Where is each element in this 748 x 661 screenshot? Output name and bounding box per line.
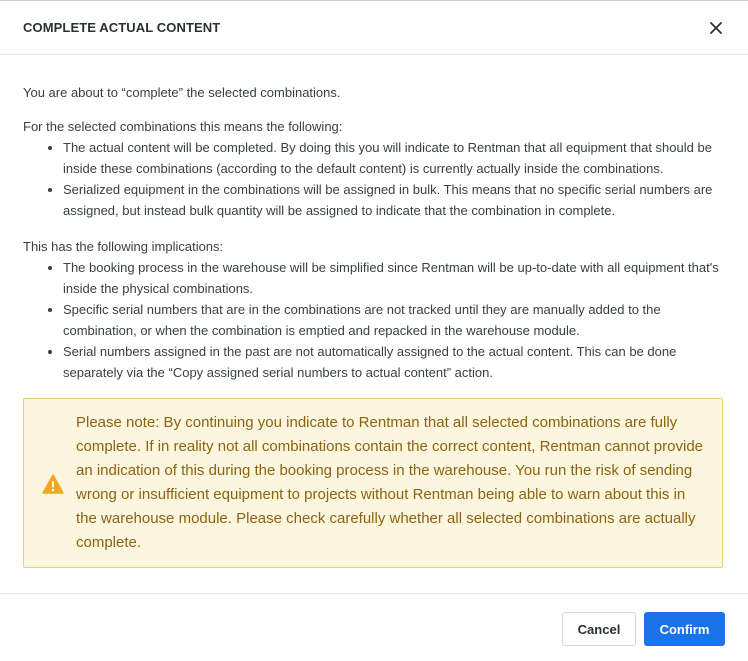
list-item: • The booking process in the warehouse will be simplified since Rentman will be up-to-date with all equipment that's inside the physical combinations.	[63, 257, 725, 299]
warning-icon	[42, 474, 64, 494]
close-icon	[710, 22, 722, 34]
means-heading: For the selected combinations this means the following:	[23, 119, 343, 134]
list-item: • Serialized equipment in the combinations will be assigned in bulk. This means that no specific serial numbers are assigned, but instead bulk quantity will be assigned to indicate that the combination in complete.	[63, 179, 725, 221]
warning-text: Please note: By continuing you indicate to Rentman that all selected combinations are fully complete. If in reality not all combinations contain the correct content, Rentman cannot provide an indication of this during the booking process in the warehouse. You run the risk of sending wrong or insufficient equipment to projects without Rentman being able to warn about this in the warehouse module. Please check carefully whether all selected combinations are actually complete.	[76, 414, 704, 551]
dialog-header	[0, 1, 748, 55]
dialog-title: COMPLETE ACTUAL CONTENT	[23, 20, 221, 35]
list-item: • The actual content will be completed. By doing this you will indicate to Rentman that all equipment that should be inside these combinations (according to the default content) is currently actually inside the combinations.	[63, 137, 725, 179]
complete-actual-content-dialog	[0, 1, 748, 660]
confirm-button[interactable]: Confirm	[644, 612, 725, 646]
implications-heading: This has the following implications:	[23, 239, 224, 254]
dialog-footer	[0, 593, 748, 661]
intro-text: You are about to “complete” the selected combinations.	[23, 85, 341, 100]
cancel-button[interactable]: Cancel	[562, 612, 636, 646]
implications-list	[23, 257, 725, 383]
list-item: • Specific serial numbers that are in the combinations are not tracked until they are manually added to the combination, or when the combination is emptied and repacked in the warehouse module.	[63, 299, 725, 341]
means-list	[23, 137, 725, 221]
warning-note	[23, 398, 723, 568]
close-button[interactable]	[704, 16, 728, 40]
list-item: • Serial numbers assigned in the past are not automatically assigned to the actual content. This can be done separately via the “Copy assigned serial numbers to actual content” action.	[63, 341, 725, 383]
dialog-body	[0, 55, 748, 568]
